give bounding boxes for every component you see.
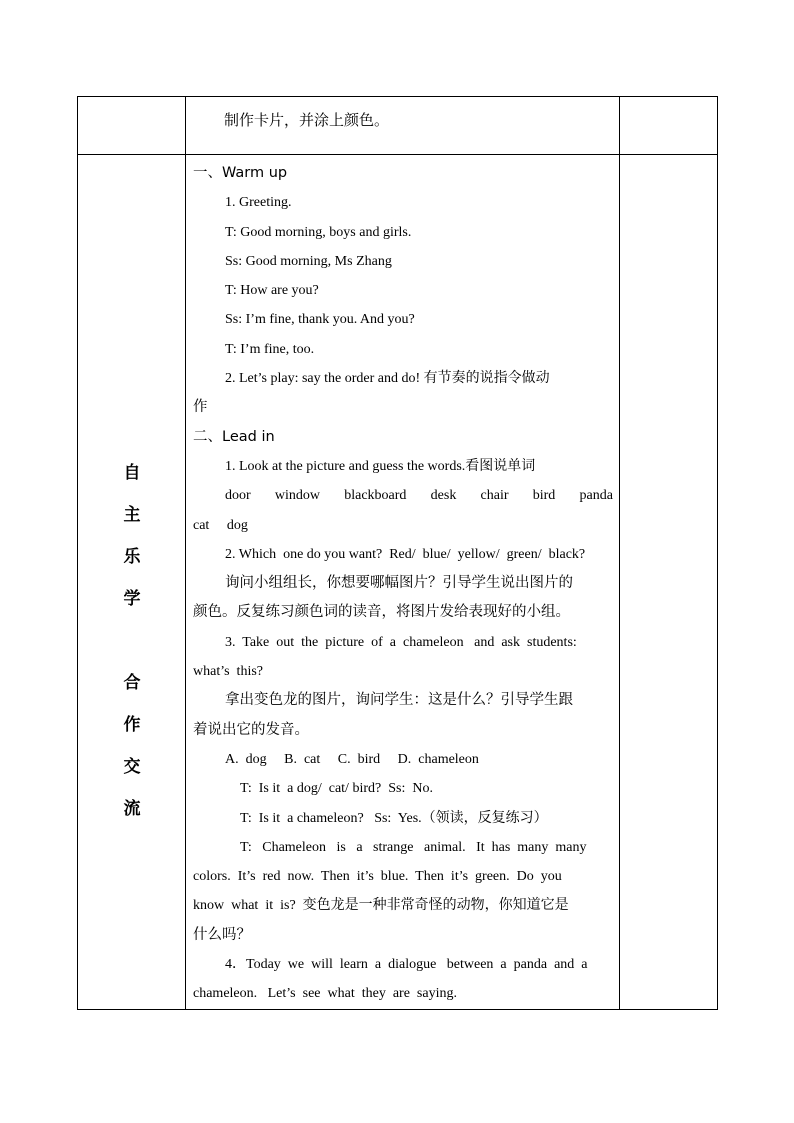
dialogue-line: T: How are you? bbox=[225, 283, 319, 299]
answer-options: A. dog B. cat C. bird D. chameleon bbox=[225, 751, 479, 767]
word: door bbox=[225, 488, 251, 504]
word: panda bbox=[579, 488, 613, 504]
chameleon-paragraph-line: colors. It’s red now. Then it’s blue. Then it’s green. Do you bbox=[193, 869, 562, 885]
word: bird bbox=[532, 488, 556, 504]
dialogue-intro-line-cont: chameleon. Let’s see what they are saying. bbox=[193, 986, 457, 1002]
which-one-line: 2. Which one do you want? Red/ blue/ yellow/ green/ black? bbox=[225, 546, 586, 562]
word: desk bbox=[430, 488, 457, 504]
dialogue-line: Ss: Good morning, Ms Zhang bbox=[225, 253, 392, 269]
chameleon-picture-line-cont: what’s this? bbox=[193, 664, 263, 680]
look-guess-line: 1. Look at the picture and guess the words.看图说单词 bbox=[225, 458, 536, 474]
lesson-content-cell bbox=[186, 155, 620, 1010]
vocabulary-words-cont: cat dog bbox=[193, 517, 248, 533]
side-char: 作 bbox=[123, 715, 141, 735]
side-char: 交 bbox=[123, 757, 141, 777]
item2-chinese-line: 询问小组组长，你想要哪幅图片？引导学生说出图片的 bbox=[225, 575, 573, 592]
side-char: 主 bbox=[123, 505, 141, 525]
lets-play-line: 2. Let’s play: say the order and do! 有节奏的说指令做动 bbox=[225, 371, 550, 387]
dialogue-line: Ss: I’m fine, thank you. And you? bbox=[225, 312, 415, 328]
chameleon-picture-line: 3. Take out the picture of a chameleon and ask students: bbox=[225, 634, 577, 650]
card-making-text: 制作卡片，并涂上颜色。 bbox=[224, 111, 390, 129]
item2-chinese-line: 颜色。反复练习颜色词的读音，将图片发给表现好的小组。 bbox=[193, 604, 570, 621]
side-char: 流 bbox=[123, 799, 141, 819]
dialogue-line: T: I’m fine, too. bbox=[225, 341, 315, 357]
lets-play-line-cont: 作 bbox=[193, 399, 208, 416]
word: blackboard bbox=[344, 488, 407, 504]
lesson-plan-table bbox=[77, 96, 718, 1010]
left-cell-empty bbox=[78, 97, 186, 155]
right-cell-empty bbox=[620, 155, 718, 1010]
side-label-cell bbox=[78, 155, 186, 1010]
word: chair bbox=[480, 488, 509, 504]
lead-in-heading: 二、Lead in bbox=[193, 428, 275, 445]
side-char: 自 bbox=[123, 463, 141, 483]
side-char: 合 bbox=[123, 673, 141, 693]
warm-up-heading: 一、Warm up bbox=[193, 165, 288, 181]
word: window bbox=[274, 488, 321, 504]
item3-chinese-line: 着说出它的发音。 bbox=[193, 721, 309, 738]
table-row bbox=[78, 97, 718, 155]
table-row bbox=[78, 155, 718, 1010]
dialogue-line: T: Good morning, boys and girls. bbox=[225, 224, 412, 240]
side-char: 学 bbox=[123, 589, 141, 609]
greeting-line: 1. Greeting. bbox=[225, 195, 292, 211]
question-line: T: Is it a dog/ cat/ bird? Ss: No. bbox=[240, 781, 433, 797]
chameleon-paragraph-line: T: Chameleon is a strange animal. It has many many bbox=[240, 839, 587, 855]
vocabulary-words bbox=[193, 481, 613, 510]
side-char: 乐 bbox=[123, 547, 141, 567]
dialogue-intro-line: 4．Today we will learn a dialogue between a panda and a bbox=[225, 957, 588, 973]
right-cell-empty bbox=[620, 97, 718, 155]
item3-chinese-line: 拿出变色龙的图片，询问学生：这是什么？引导学生跟 bbox=[225, 692, 573, 709]
chameleon-paragraph-line: know what it is? 变色龙是一种非常奇怪的动物，你知道它是 bbox=[193, 898, 569, 914]
chameleon-paragraph-line: 什么吗？ bbox=[193, 926, 251, 943]
question-line: T: Is it a chameleon? Ss: Yes.（领读，反复练习） bbox=[240, 810, 548, 826]
top-content-cell bbox=[186, 97, 620, 155]
